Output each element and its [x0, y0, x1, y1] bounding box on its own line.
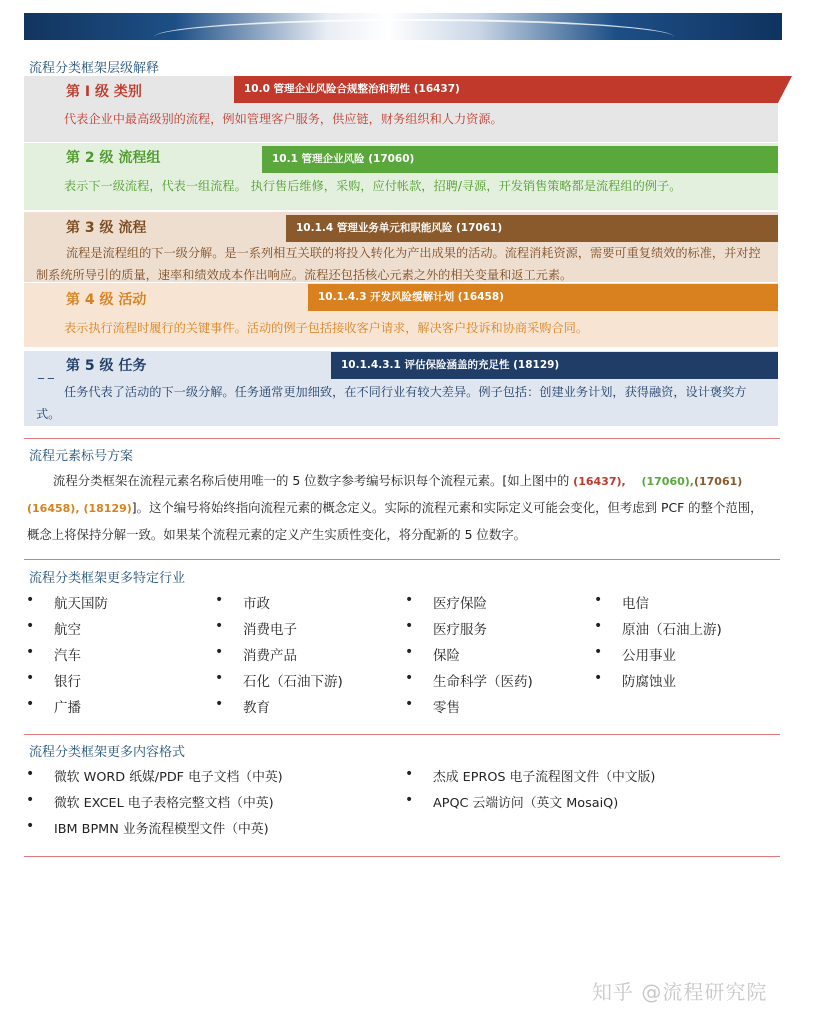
industry-item: • 消费产品 [243, 644, 297, 664]
level-2-label: 第 2 级 流程组 [66, 150, 161, 166]
numbering-text-2: ]。这个编号将始终指向流程元素的概念定义。实际的流程元素和实际定义可能会变化，但考虑到 PCF 的整个范围，概念上将保持分解一致。如果某个流程元素的定义产生实质性变化，将分配新的 5 位数字。 [27, 500, 763, 542]
industry-item: • 市政 [243, 592, 270, 612]
level-1-description: 代表企业中最高级别的流程，例如管理客户服务，供应链，财务组织和人力资源。 [64, 112, 503, 126]
industry-item: • 航空 [54, 618, 81, 638]
industry-item: • 原油（石油上游) [622, 618, 722, 638]
format-item: • 杰成 EPROS 电子流程图文件（中文版) [433, 766, 655, 785]
level-1-row [24, 76, 778, 142]
level-4-bar: 10.1.4.3 开发风险缓解计划 (16458) [308, 284, 778, 311]
section-title-numbering: 流程元素标号方案 [29, 449, 134, 464]
ref-17060: (17060), [641, 475, 694, 488]
format-item: • 微软 WORD 纸媒/PDF 电子文档（中英) [54, 766, 283, 785]
section-title-hierarchy: 流程分类框架层级解释 [29, 61, 160, 76]
industry-item: • 石化（石油下游) [243, 670, 343, 690]
industry-item: • 银行 [54, 670, 81, 690]
level-5-row [24, 351, 778, 426]
ref-16458: (16458), [27, 502, 80, 515]
level-3-row [24, 212, 778, 282]
section-title-industries: 流程分类框架更多特定行业 [29, 571, 186, 586]
section-title-formats: 流程分类框架更多内容格式 [29, 745, 186, 760]
level-4-description: 表示执行流程时履行的关键事件。活动的例子包括接收客户请求，解决客户投诉和协商采购合同。 [64, 321, 589, 335]
ref-16437: (16437), [573, 475, 626, 488]
numbering-paragraph [27, 468, 772, 548]
industry-item: • 汽车 [54, 644, 81, 664]
industry-item: • 医疗服务 [433, 618, 487, 638]
format-item: • IBM BPMN 业务流程模型文件（中英) [54, 818, 269, 837]
header-banner [24, 13, 782, 40]
divider [24, 734, 780, 735]
divider [24, 559, 780, 560]
format-item: • APQC 云端访问（英文 MosaiQ) [433, 792, 618, 811]
divider [24, 856, 780, 857]
level-1-label: 第 I 级 类别 [66, 84, 142, 100]
level-2-bar: 10.1 管理企业风险 (17060) [262, 146, 778, 173]
industry-item: • 消费电子 [243, 618, 297, 638]
level-3-description: 流程是流程组的下一级分解。是一系列相互关联的将投入转化为产出成果的活动。流程消耗资源，需要可重复绩效的标准，并对控制系统所导引的质量，速率和绩效成本作出响应。流程还包括核心元素之外的相关变量和返工元素。 [36, 246, 761, 282]
numbering-text-1: 流程分类框架在流程元素名称后使用唯一的 5 位数字参考编号标识每个流程元素。[如上图中的 [53, 473, 574, 488]
industry-item: • 航天国防 [54, 592, 108, 612]
level-5-description: 任务代表了活动的下一级分解。任务通常更加细致，在不同行业有较大差异。例子包括：创建业务计划，获得融资，设计褒奖方式。 [36, 385, 747, 421]
industry-item: • 保险 [433, 644, 460, 664]
industry-item: • 零售 [433, 696, 460, 716]
level-2-description: 表示下一级流程，代表一组流程。 执行售后维修，采购，应付帐款，招聘/寻源，开发销售策略都是流程组的例子。 [64, 179, 682, 193]
level-4-row [24, 283, 778, 347]
industry-item: • 广播 [54, 696, 81, 716]
ref-18129: (18129) [83, 502, 132, 515]
level-3-bar: 10.1.4 管理业务单元和职能风险 (17061) [286, 215, 778, 242]
level-3-label: 第 3 级 流程 [66, 220, 147, 236]
ref-17061: (17061) [693, 475, 743, 488]
level-4-label: 第 4 级 活动 [66, 292, 147, 308]
industry-item: • 防腐蚀业 [622, 670, 676, 690]
level-5-bar: 10.1.4.3.1 评估保险涵盖的充足性 (18129) [331, 352, 778, 379]
industry-item: • 教育 [243, 696, 270, 716]
industry-item: • 电信 [622, 592, 649, 612]
industry-item: • 公用事业 [622, 644, 676, 664]
level-2-row [24, 143, 778, 210]
watermark: 知乎 @流程研究院 [592, 980, 768, 1004]
level-5-dash: _ _ [38, 365, 54, 379]
level-5-label: 第 5 级 任务 [66, 358, 147, 374]
industry-item: • 医疗保险 [433, 592, 487, 612]
divider [24, 438, 780, 439]
level-1-bar: 10.0 管理企业风险合规整治和韧性 (16437) [234, 76, 778, 103]
format-item: • 微软 EXCEL 电子表格完整文档（中英) [54, 792, 274, 811]
industry-item: • 生命科学（医药) [433, 670, 533, 690]
